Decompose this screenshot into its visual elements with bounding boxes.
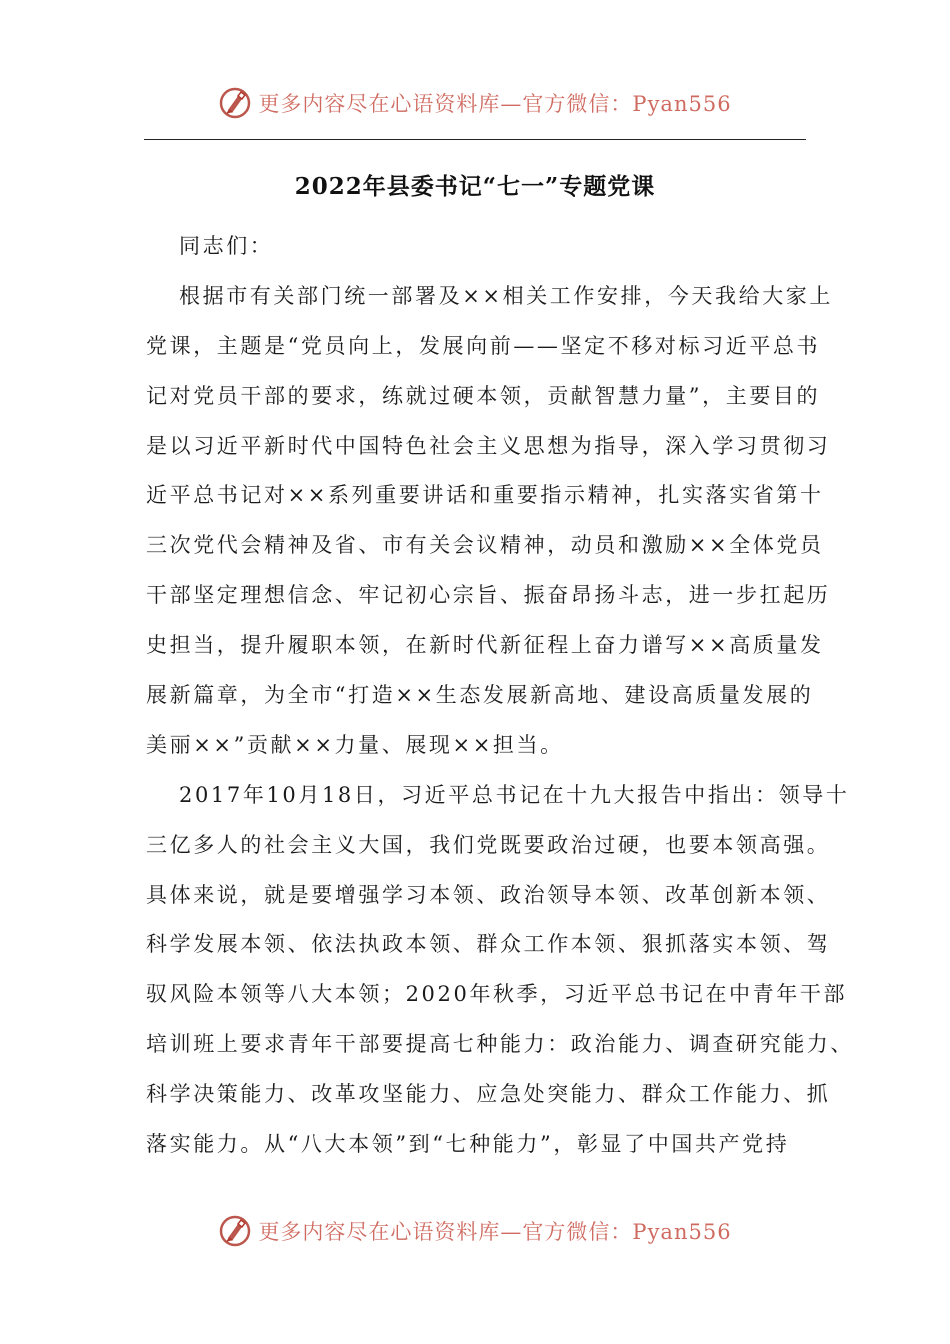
- text-line: 三亿多人的社会主义大国，我们党既要政治过硬，也要本领高强。: [146, 832, 831, 857]
- text-line: 干部坚定理想信念、牢记初心宗旨、振奋昂扬斗志，进一步扛起历: [146, 583, 831, 608]
- footer-watermark: [0, 1208, 950, 1254]
- text-line: 培训班上要求青年干部要提高七种能力：政治能力、调查研究能力、: [146, 1032, 854, 1057]
- pen-nib-logo-icon: [218, 1214, 252, 1248]
- text-line: 根据市有关部门统一部署及××相关工作安排，今天我给大家上: [179, 283, 833, 308]
- text-line: 科学发展本领、依法执政本领、群众工作本领、狠抓落实本领、驾: [146, 932, 831, 957]
- header-watermark-text: 更多内容尽在心语资料库—官方微信：Pyan556: [258, 92, 732, 116]
- text-line: 2017年10月18日，习近平总书记在十九大报告中指出：领导十: [179, 782, 850, 807]
- page-title: 2022年县委书记“七一”专题党课: [294, 173, 656, 200]
- text-line: 党课，主题是“党员向上，发展向前——坚定不移对标习近平总书: [146, 333, 821, 358]
- text-line: 具体来说，就是要增强学习本领、政治领导本领、改革创新本领、: [146, 882, 831, 907]
- text-line: 近平总书记对××系列重要讲话和重要指示精神，扎实落实省第十: [146, 483, 824, 508]
- text-line: 美丽××”贡献××力量、展现××担当。: [146, 732, 564, 757]
- text-line: 记对党员干部的要求，练就过硬本领，贡献智慧力量”，主要目的: [146, 383, 821, 408]
- text-line: 同志们：: [179, 234, 274, 258]
- text-line: 科学决策能力、改革攻坚能力、应急处突能力、群众工作能力、抓: [146, 1082, 831, 1107]
- document-body: [146, 222, 854, 1170]
- text-line: 落实能力。从“八大本领”到“七种能力”，彰显了中国共产党持: [146, 1132, 790, 1157]
- text-line: 是以习近平新时代中国特色社会主义思想为指导，深入学习贯彻习: [146, 433, 831, 458]
- footer-watermark-text: 更多内容尽在心语资料库—官方微信：Pyan556: [258, 1220, 732, 1244]
- text-line: 展新篇章，为全市“打造××生态发展新高地、建设高质量发展的: [146, 683, 814, 708]
- text-line: 驭风险本领等八大本领；2020年秋季，习近平总书记在中青年干部: [146, 982, 848, 1007]
- header-divider: [144, 139, 806, 140]
- text-line: 史担当，提升履职本领，在新时代新征程上奋力谱写××高质量发: [146, 633, 824, 658]
- header-watermark: [0, 80, 950, 126]
- pen-nib-logo-icon: [218, 86, 252, 120]
- text-line: 三次党代会精神及省、市有关会议精神，动员和激励××全体党员: [146, 533, 824, 558]
